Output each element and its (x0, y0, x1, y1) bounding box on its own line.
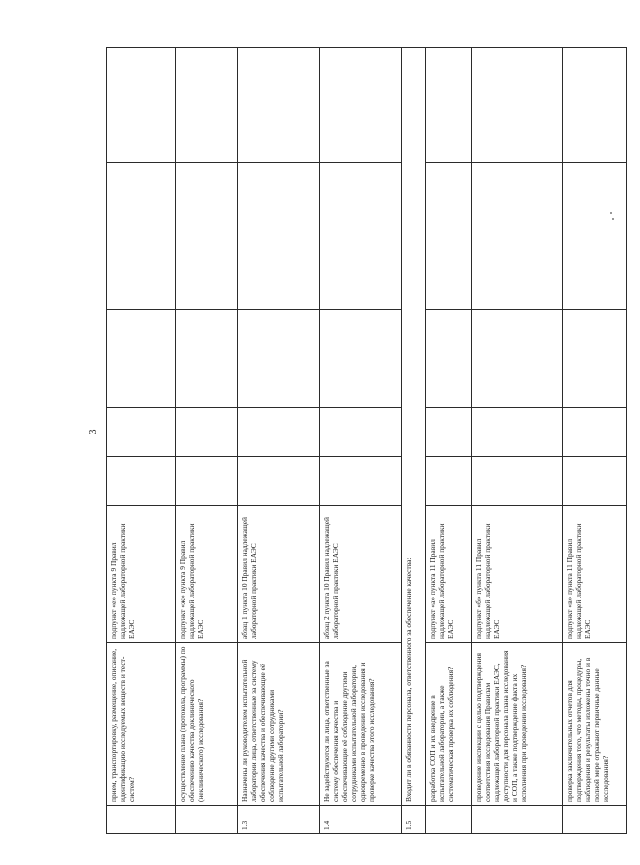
blank-cell (107, 310, 176, 408)
question-cell: Назначены ли руководителем испытательной лаборатории лица, ответственные за систему обеспечения качества и обеспечивающие её соблюдение другими сотрудниками испытательной лаборатории? (238, 643, 320, 806)
table-row (563, 48, 627, 834)
reference-cell: подпункт «б» пункта 11 Правил надлежащей лабораторной практики ЕАЭС (472, 506, 563, 643)
table-row (238, 48, 320, 834)
blank-cell (563, 163, 627, 310)
question-cell: проведение инспекции с целью подтверждения соответствия исследования Правилам надлежащей лабораторной практики ЕАЭС, доступности для персонала плана исследования и СОП, а также подтверждение факта их исполнения при проведении исследования? (472, 643, 563, 806)
reference-cell: абзац 2 пункта 10 Правил надлежащей лабораторной практики ЕАЭС (320, 506, 402, 643)
row-number (107, 806, 176, 834)
row-number (472, 806, 563, 834)
blank-cell (176, 457, 238, 506)
blank-cell (176, 163, 238, 310)
section-heading-cell: Входит ли в обязанности персонала, ответственного за обеспечение качества: (402, 48, 426, 806)
blank-cell (320, 163, 402, 310)
question-cell: Не задействуются ли лица, ответственные за систему обеспечения качества и обеспечивающие её соблюдение другими сотрудниками испытательной лаборатории, одновременно в проведении исследования и проверке качества этого исследования? (320, 643, 402, 806)
blank-cell (320, 457, 402, 506)
blank-cell (426, 163, 472, 310)
reference-cell: подпункт «е» пункта 9 Правил надлежащей лабораторной практики ЕАЭС (107, 506, 176, 643)
blank-cell (238, 48, 320, 163)
blank-cell (107, 48, 176, 163)
page-number: 3 (88, 429, 99, 435)
blank-cell (472, 408, 563, 457)
blank-cell (238, 310, 320, 408)
checklist-table-frame (106, 48, 611, 834)
question-cell: осуществление плана (протокола, программы) по обеспечению качества доклинического (неклинического) исследования? (176, 643, 238, 806)
row-number: 1.4 (320, 806, 402, 834)
blank-cell (472, 457, 563, 506)
blank-cell (320, 48, 402, 163)
blank-cell (426, 457, 472, 506)
row-number (176, 806, 238, 834)
row-number: 1.5 (402, 806, 426, 834)
blank-cell (107, 408, 176, 457)
question-cell: прием, транспортировку, размещение, описание, идентификацию исследуемых веществ и тест-систем? (107, 643, 176, 806)
blank-cell (563, 48, 627, 163)
blank-cell (176, 310, 238, 408)
table-row (107, 48, 176, 834)
blank-cell (426, 408, 472, 457)
blank-cell (472, 310, 563, 408)
blank-cell (238, 457, 320, 506)
blank-cell (472, 163, 563, 310)
blank-cell (563, 310, 627, 408)
checklist-table (106, 47, 627, 834)
reference-cell: подпункт «в» пункта 11 Правил надлежащей лабораторной практики ЕАЭС (563, 506, 627, 643)
blank-cell (238, 163, 320, 310)
row-number (563, 806, 627, 834)
blank-cell (563, 408, 627, 457)
table-row (402, 48, 426, 834)
blank-cell (107, 457, 176, 506)
blank-cell (238, 408, 320, 457)
table-row (472, 48, 563, 834)
reference-cell: подпункт «а» пункта 11 Правил надлежащей лабораторной практики ЕАЭС (426, 506, 472, 643)
table-row (176, 48, 238, 834)
row-number (426, 806, 472, 834)
blank-cell (107, 163, 176, 310)
blank-cell (320, 310, 402, 408)
reference-cell: абзац 1 пункта 10 Правил надлежащей лабораторной практики ЕАЭС (238, 506, 320, 643)
blank-cell (426, 48, 472, 163)
row-number: 1.3 (238, 806, 320, 834)
question-cell: разработка СОП и их внедрение в испытательной лаборатории, а также систематическая проверка их соблюдения? (426, 643, 472, 806)
blank-cell (472, 48, 563, 163)
blank-cell (426, 310, 472, 408)
blank-cell (563, 457, 627, 506)
question-cell: проверка заключительных отчетов для подтверждения того, что методы, процедуры, наблюдения и результаты изложены точно и в полной мере отражают первичные данные исследования? (563, 643, 627, 806)
reference-cell: подпункт «ж» пункта 9 Правил надлежащей лабораторной практики ЕАЭС (176, 506, 238, 643)
table-row (320, 48, 402, 834)
blank-cell (320, 408, 402, 457)
blank-cell (176, 48, 238, 163)
table-row (426, 48, 472, 834)
blank-cell (176, 408, 238, 457)
